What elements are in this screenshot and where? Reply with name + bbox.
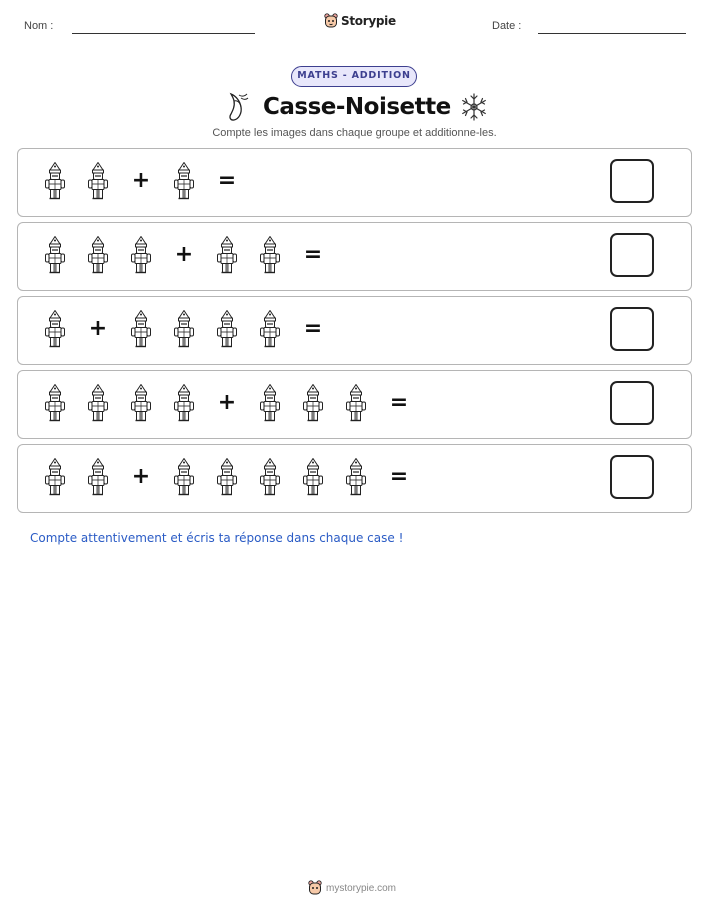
nutcracker-soldier-icon	[44, 161, 66, 201]
nutcracker-soldier-icon	[345, 383, 367, 423]
problem-row	[17, 222, 692, 291]
problem-row	[17, 148, 692, 217]
problem-row	[17, 296, 692, 365]
snowflake-icon	[459, 92, 489, 122]
nutcracker-soldier-icon	[87, 457, 109, 497]
plus-sign: +	[131, 464, 151, 489]
plus-sign: +	[174, 242, 194, 267]
nutcracker-soldier-icon	[87, 383, 109, 423]
date-label: Date :	[492, 20, 522, 32]
equals-sign: =	[303, 242, 323, 267]
nutcracker-soldier-icon	[259, 235, 281, 275]
date-field[interactable]	[538, 33, 686, 34]
name-field[interactable]	[72, 33, 255, 34]
footer	[308, 880, 396, 896]
footer-url: mystorypie.com	[326, 882, 397, 894]
equals-sign: =	[217, 168, 237, 193]
nutcracker-soldier-icon	[259, 309, 281, 349]
answer-box[interactable]	[610, 455, 654, 499]
subject-badge: MATHS - ADDITION	[291, 66, 417, 87]
storypie-mascot-icon	[324, 13, 338, 29]
nutcracker-soldier-icon	[173, 161, 195, 201]
nutcracker-soldier-icon	[130, 309, 152, 349]
nutcracker-soldier-icon	[173, 457, 195, 497]
nutcracker-soldier-icon	[216, 309, 238, 349]
storypie-mascot-icon	[308, 880, 322, 896]
problem-row	[17, 444, 692, 513]
instructions: Compte les images dans chaque groupe et additionne-les.	[212, 127, 497, 139]
nutcracker-soldier-icon	[216, 235, 238, 275]
plus-sign: +	[88, 316, 108, 341]
nutcracker-soldier-icon	[130, 235, 152, 275]
nutcracker-soldier-icon	[302, 383, 324, 423]
equals-sign: =	[389, 390, 409, 415]
nutcracker-soldier-icon	[173, 309, 195, 349]
name-label: Nom :	[24, 20, 54, 32]
nutcracker-soldier-icon	[259, 457, 281, 497]
nutcracker-soldier-icon	[216, 457, 238, 497]
nutcracker-soldier-icon	[87, 161, 109, 201]
nutcracker-soldier-icon	[302, 457, 324, 497]
nutcracker-soldier-icon	[87, 235, 109, 275]
nutcracker-soldier-icon	[44, 309, 66, 349]
nutcracker-soldier-icon	[44, 235, 66, 275]
nutcracker-soldier-icon	[44, 383, 66, 423]
nutcracker-soldier-icon	[173, 383, 195, 423]
nutcracker-soldier-icon	[44, 457, 66, 497]
plus-sign: +	[217, 390, 237, 415]
nutcracker-soldier-icon	[345, 457, 367, 497]
equals-sign: =	[303, 316, 323, 341]
problem-row	[17, 370, 692, 439]
brand-logo	[324, 13, 396, 29]
nutcracker-soldier-icon	[130, 383, 152, 423]
plus-sign: +	[131, 168, 151, 193]
ballet-slipper-icon	[226, 92, 250, 122]
answer-box[interactable]	[610, 233, 654, 277]
answer-box[interactable]	[610, 159, 654, 203]
answer-box[interactable]	[610, 307, 654, 351]
page-title: Casse-Noisette	[263, 94, 451, 120]
brand-name: Storypie	[341, 14, 396, 28]
nutcracker-soldier-icon	[259, 383, 281, 423]
equals-sign: =	[389, 464, 409, 489]
answer-box[interactable]	[610, 381, 654, 425]
title-row	[0, 90, 709, 124]
hint-text: Compte attentivement et écris ta réponse dans chaque case !	[30, 531, 404, 545]
